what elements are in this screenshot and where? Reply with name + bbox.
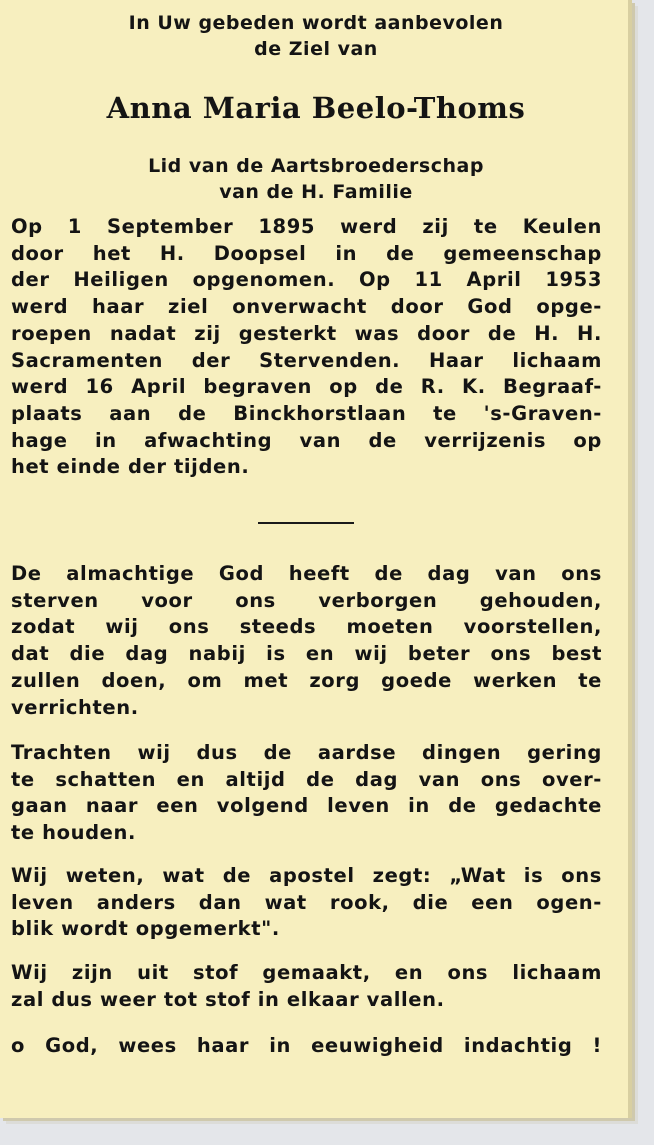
header-line-2: de Ziel van xyxy=(254,38,378,60)
header-line-1: In Uw gebeden wordt aanbevolen xyxy=(128,12,504,34)
prayer-line: zullen doen, om met zorg goede werken te xyxy=(11,668,602,692)
prayer-paragraph-1 xyxy=(11,561,602,721)
prayer-line: te schatten en altijd de dag van ons over- xyxy=(11,767,602,791)
prayer-line: leven anders dan wat rook, die een ogen- xyxy=(11,890,602,914)
prayer-line: De almachtige God heeft de dag van ons xyxy=(11,562,602,585)
prayer-line: verrichten. xyxy=(11,695,139,719)
prayer-line: Trachten wij dus de aardse dingen gering xyxy=(11,741,602,764)
subheader xyxy=(0,153,632,205)
prayer-paragraph-3 xyxy=(11,863,602,943)
closing-prayer xyxy=(11,1033,602,1060)
bio-line: het einde der tijden. xyxy=(11,455,250,479)
prayer-paragraph-2 xyxy=(11,740,602,847)
bio-line: plaats aan de Binckhorstlaan te 's-Graven- xyxy=(11,401,602,425)
bio-line: der Heiligen opgenomen. Op 11 April 1953 xyxy=(11,268,602,292)
prayer-line: blik wordt opgemerkt". xyxy=(11,917,280,941)
deceased-name: Anna Maria Beelo-Thoms xyxy=(106,91,526,125)
prayer-line: zodat wij ons steeds moeten voorstellen, xyxy=(11,615,602,639)
subheader-line-2: van de H. Familie xyxy=(219,181,413,203)
prayer-line: sterven voor ons verborgen gehouden, xyxy=(11,588,602,612)
prayer-line: te houden. xyxy=(11,821,136,845)
bio-line: werd 16 April begraven op de R. K. Begraaf- xyxy=(11,375,602,399)
prayer-line: Wij weten, wat de apostel zegt: „Wat is ons xyxy=(11,864,602,887)
section-divider xyxy=(258,522,354,524)
bio-line: door het H. Doopsel in de gemeenschap xyxy=(11,241,602,265)
bio-line: Op 1 September 1895 werd zij te Keulen xyxy=(11,215,602,238)
bio-line: roepen nadat zij gesterkt was door de H. H. xyxy=(11,321,602,345)
prayer-line: gaan naar een volgend leven in de gedachte xyxy=(11,794,602,818)
prayer-line: dat die dag nabij is en wij beter ons best xyxy=(11,642,602,666)
subheader-line-1: Lid van de Aartsbroederschap xyxy=(148,155,484,177)
card-header xyxy=(0,10,632,62)
biography-paragraph xyxy=(11,214,602,481)
prayer-line: Wij zijn uit stof gemaakt, en ons lichaam xyxy=(11,961,602,984)
prayer-line: zal dus weer tot stof in elkaar vallen. xyxy=(11,987,445,1011)
prayer-paragraph-4 xyxy=(11,960,602,1013)
bio-line: Sacramenten der Stervenden. Haar lichaam xyxy=(11,348,602,372)
bio-line: hage in afwachting van de verrijzenis op xyxy=(11,428,602,452)
bio-line: werd haar ziel onverwacht door God opge- xyxy=(11,295,602,319)
closing-line: o God, wees haar in eeuwigheid indachtig ! xyxy=(11,1034,602,1057)
